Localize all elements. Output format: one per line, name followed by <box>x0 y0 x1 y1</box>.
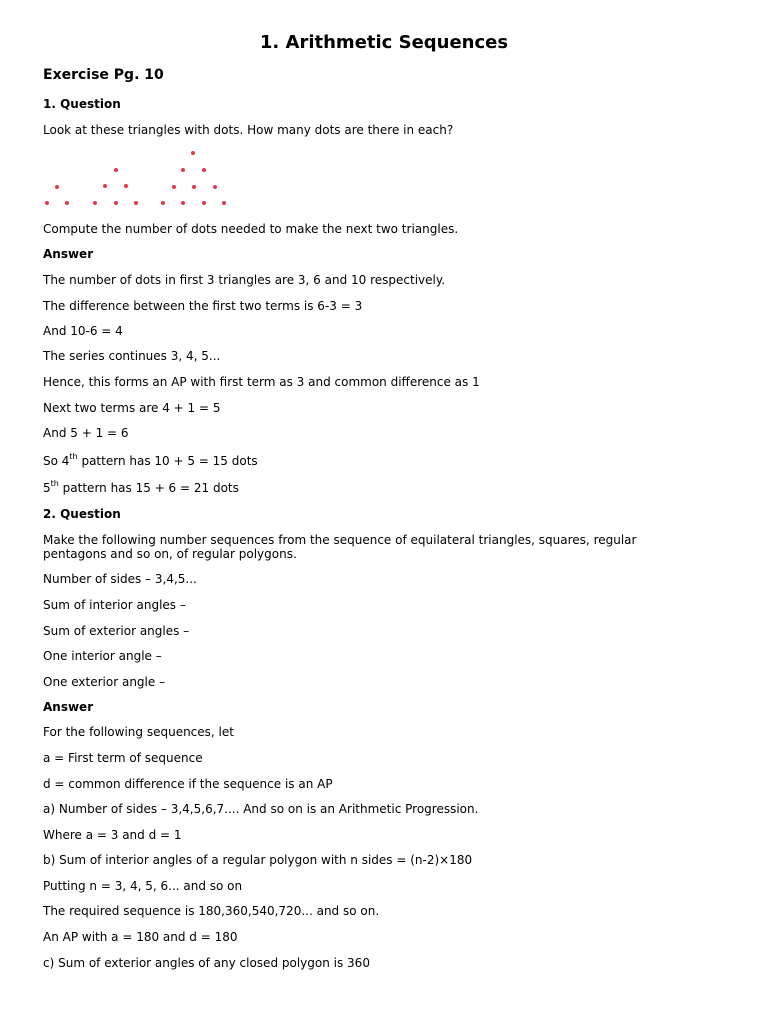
dot <box>181 168 185 172</box>
superscript: th <box>50 479 59 488</box>
question-2-item: Sum of exterior angles – <box>43 624 190 638</box>
answer-2-line: a) Number of sides – 3,4,5,6,7.... And so on is an Arithmetic Progression. <box>43 802 479 816</box>
answer-1-line: The number of dots in first 3 triangles are 3, 6 and 10 respectively. <box>43 273 446 287</box>
answer-2-line: c) Sum of exterior angles of any closed polygon is 360 <box>43 956 370 970</box>
answer-1-fifth-pattern <box>43 481 239 495</box>
question-2-prompt: Make the following number sequences from the sequence of equilateral triangles, squares, regular pentagons and so on, of regular polygons. <box>43 533 637 561</box>
answer-1-line: And 10-6 = 4 <box>43 324 123 338</box>
answer-2-line: Where a = 3 and d = 1 <box>43 828 182 842</box>
dot <box>192 185 196 189</box>
dot <box>191 151 195 155</box>
answer-1-fourth-pattern <box>43 454 258 468</box>
answer-1-line: Next two terms are 4 + 1 = 5 <box>43 401 221 415</box>
question-1-prompt: Look at these triangles with dots. How many dots are there in each? <box>43 123 454 137</box>
dot <box>202 201 206 205</box>
dot <box>55 185 59 189</box>
dot-triangles-figure <box>40 146 240 210</box>
exercise-heading: Exercise Pg. 10 <box>43 67 164 83</box>
answer-2-line: Putting n = 3, 4, 5, 6... and so on <box>43 879 243 893</box>
answer-1-line: Hence, this forms an AP with first term as 3 and common difference as 1 <box>43 375 480 389</box>
superscript: th <box>69 452 78 461</box>
text-part: pattern has 15 + 6 = 21 dots <box>58 481 239 495</box>
answer-1-heading: Answer <box>43 247 94 261</box>
dot <box>114 201 118 205</box>
answer-2-heading: Answer <box>43 700 94 714</box>
text-part: 5 <box>43 481 51 495</box>
question-2-heading: 2. Question <box>43 507 121 521</box>
dot <box>93 201 97 205</box>
answer-2-line: a = First term of sequence <box>43 751 203 765</box>
dot <box>114 168 118 172</box>
question-2-item: Number of sides – 3,4,5... <box>43 572 197 586</box>
text-part: So 4 <box>43 454 70 468</box>
dot <box>65 201 69 205</box>
dot <box>161 201 165 205</box>
answer-2-line: For the following sequences, let <box>43 725 234 739</box>
question-2-item: One interior angle – <box>43 649 162 663</box>
dot <box>222 201 226 205</box>
answer-1-line: And 5 + 1 = 6 <box>43 426 129 440</box>
answer-2-line: An AP with a = 180 and d = 180 <box>43 930 238 944</box>
dot <box>134 201 138 205</box>
answer-1-line: The series continues 3, 4, 5... <box>43 349 221 363</box>
question-2-item: One exterior angle – <box>43 675 166 689</box>
dot <box>213 185 217 189</box>
dot <box>181 201 185 205</box>
answer-2-line: d = common difference if the sequence is an AP <box>43 777 333 791</box>
dot <box>172 185 176 189</box>
dot <box>124 184 128 188</box>
dot <box>202 168 206 172</box>
question-1-instruction: Compute the number of dots needed to make the next two triangles. <box>43 222 459 236</box>
answer-2-line: The required sequence is 180,360,540,720... and so on. <box>43 904 380 918</box>
page-title: 1. Arithmetic Sequences <box>259 32 509 53</box>
dot-triangles <box>45 151 226 205</box>
answer-2-line: b) Sum of interior angles of a regular polygon with n sides = (n-2)×180 <box>43 853 473 867</box>
dot <box>45 201 49 205</box>
text-part: pattern has 10 + 5 = 15 dots <box>77 454 258 468</box>
dot <box>103 184 107 188</box>
answer-1-line: The difference between the first two terms is 6-3 = 3 <box>43 299 363 313</box>
question-2-item: Sum of interior angles – <box>43 598 186 612</box>
question-1-heading: 1. Question <box>43 97 121 111</box>
